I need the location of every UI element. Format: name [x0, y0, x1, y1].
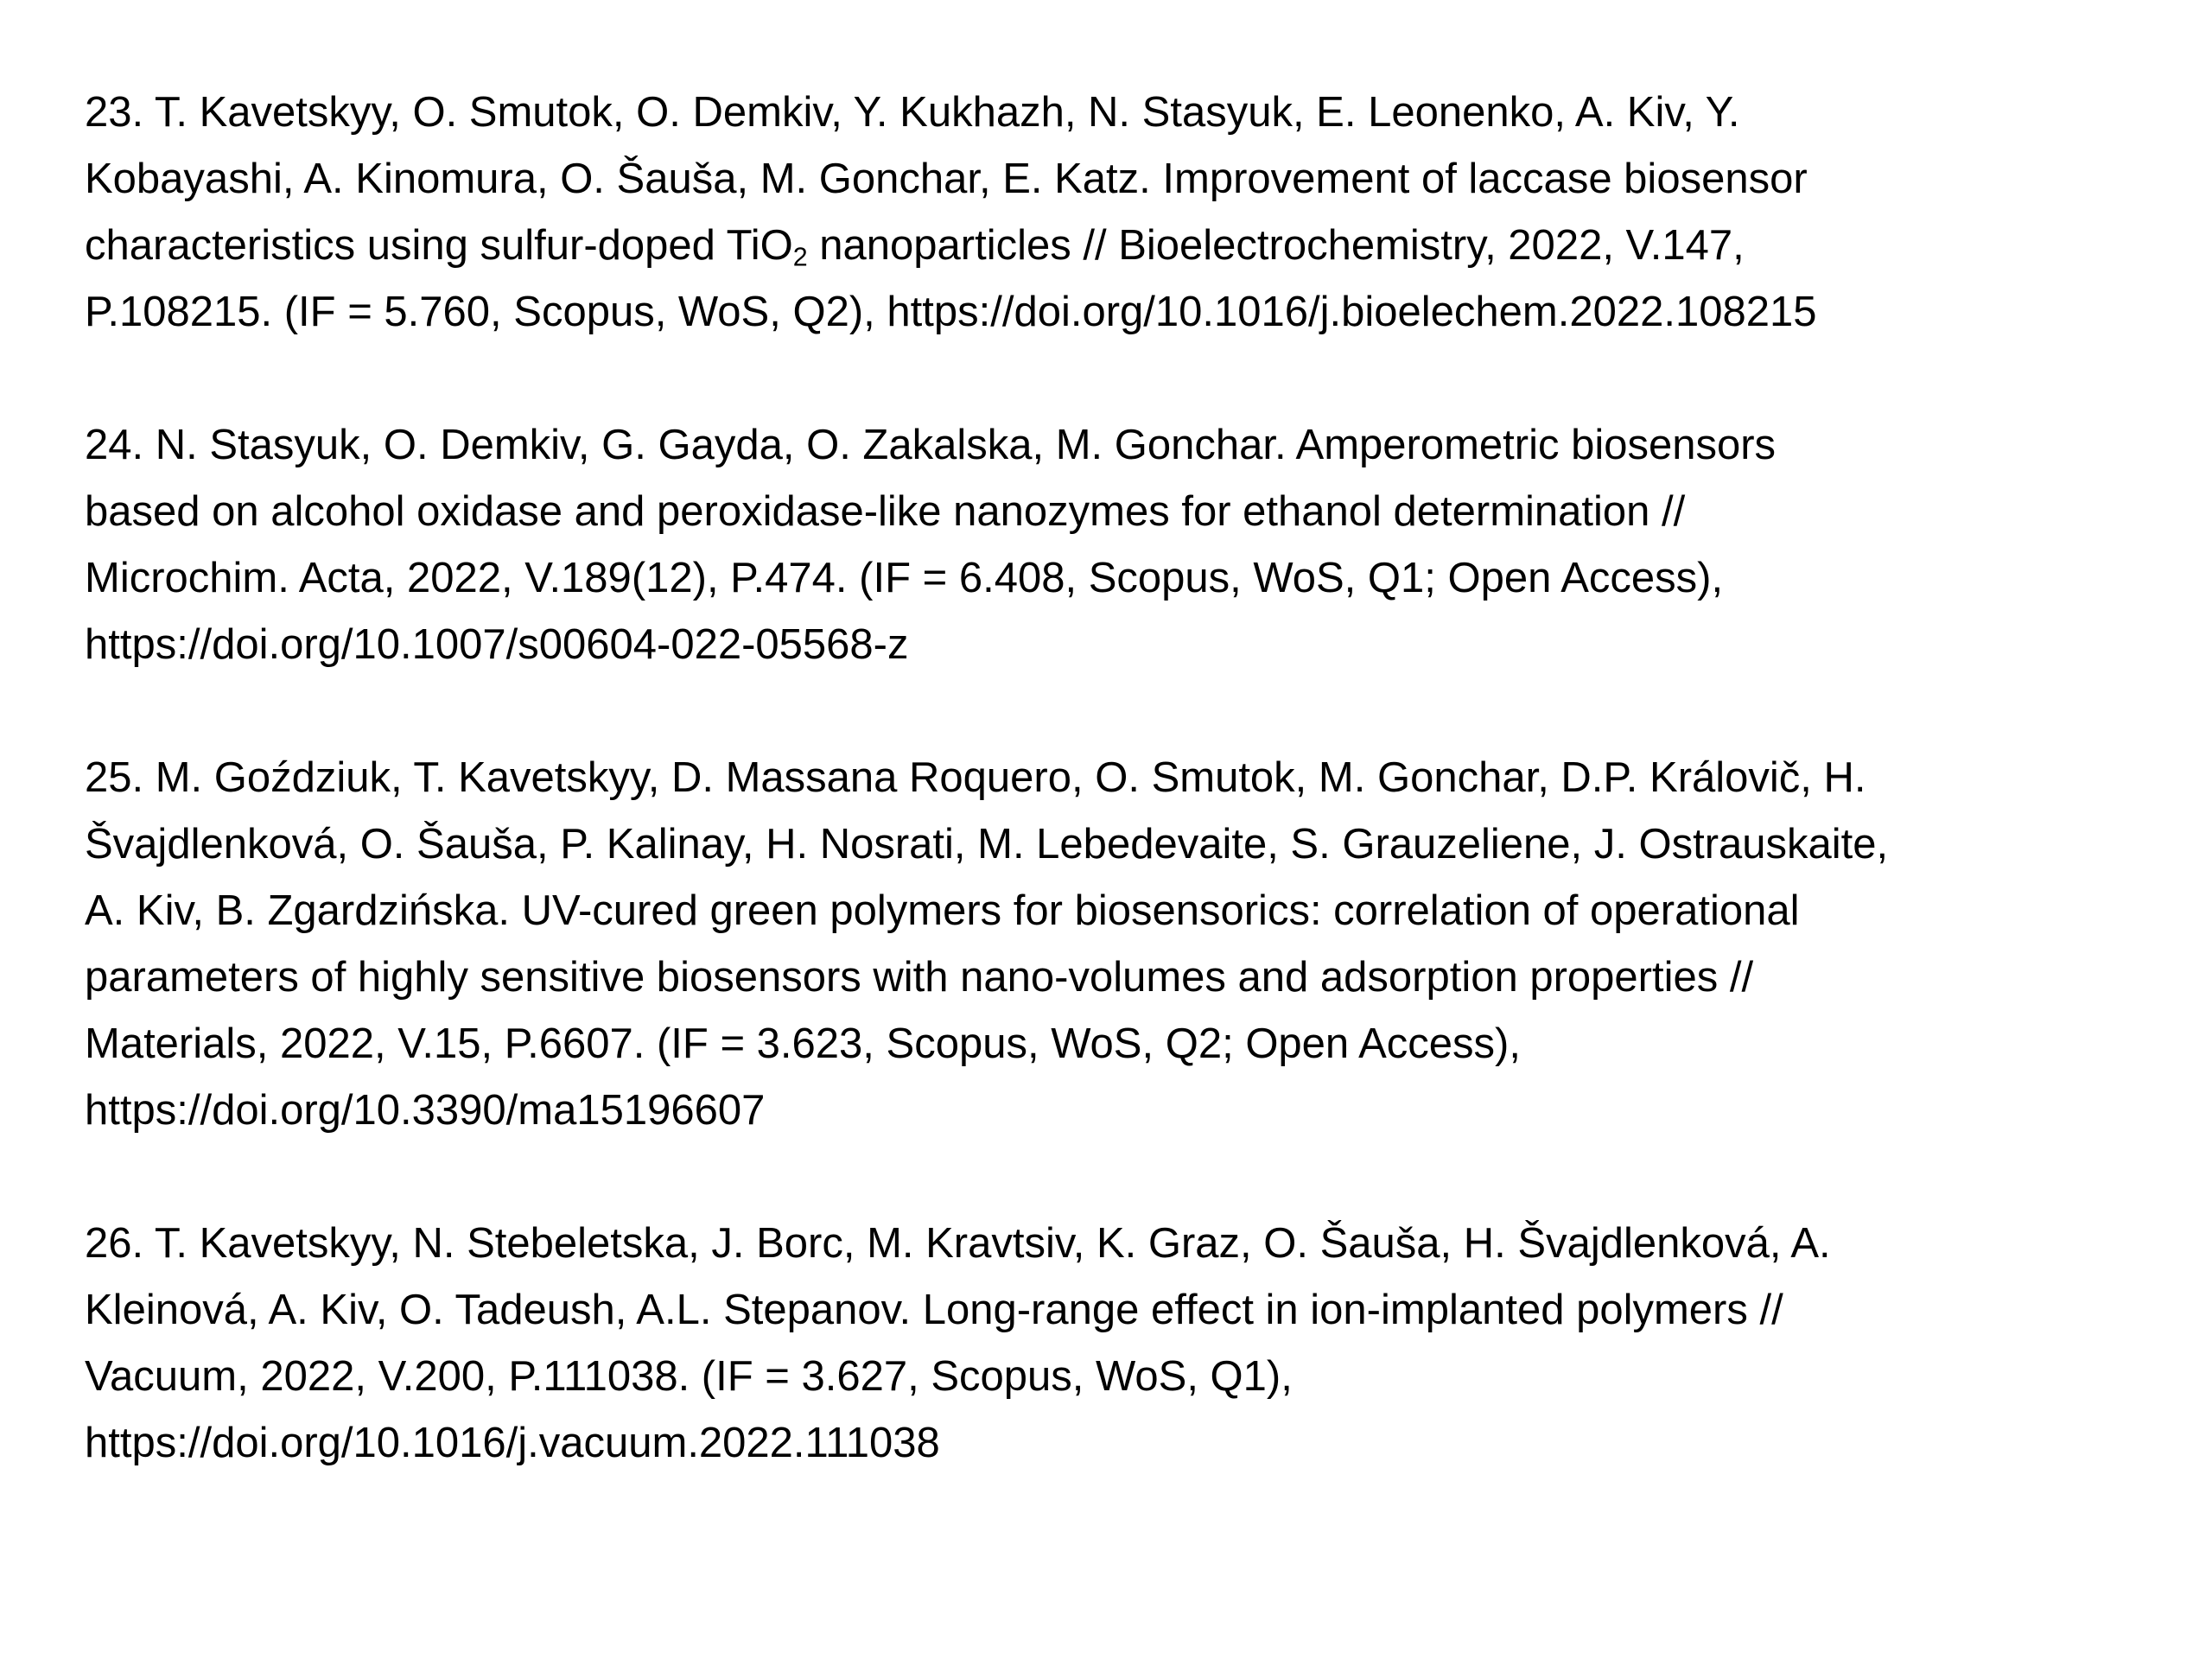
reference-line: https://doi.org/10.1016/j.vacuum.2022.111038 [85, 1420, 940, 1466]
reference-line: Kleinová, A. Kiv, O. Tadeush, A.L. Stepanov. Long-range effect in ion-implanted polymers // [85, 1287, 1783, 1333]
reference-list [85, 79, 2193, 1543]
reference-line: Microchim. Acta, 2022, V.189(12), P.474. (IF = 6.408, Scopus, WoS, Q1; Open Access), [85, 555, 1724, 601]
reference-text: characteristics using sulfur-doped TiO [85, 222, 793, 269]
reference-line: Materials, 2022, V.15, P.6607. (IF = 3.623, Scopus, WoS, Q2; Open Access), [85, 1020, 1521, 1067]
reference-item-24 [85, 412, 2193, 678]
reference-line: parameters of highly sensitive biosensors with nano-volumes and adsorption properties // [85, 954, 1754, 1001]
reference-line: Švajdlenková, O. Šauša, P. Kalinay, H. Nosrati, M. Lebedevaite, S. Grauzeliene, J. Ostrauskaite, [85, 821, 1889, 868]
reference-line [85, 213, 2193, 279]
reference-line: 25. M. Goździuk, T. Kavetskyy, D. Massana Roquero, O. Smutok, M. Gonchar, D.P. Královič, H. [85, 754, 1866, 801]
reference-line: 23. T. Kavetskyy, O. Smutok, O. Demkiv, Y. Kukhazh, N. Stasyuk, E. Leonenko, A. Kiv, Y. [85, 89, 1740, 136]
reference-line: https://doi.org/10.1007/s00604-022-05568-z [85, 621, 909, 668]
reference-line: A. Kiv, B. Zgardzińska. UV-cured green polymers for biosensorics: correlation of operational [85, 887, 1800, 934]
reference-text: nanoparticles // Bioelectrochemistry, 2022, V.147, [807, 222, 1745, 269]
reference-line: https://doi.org/10.3390/ma15196607 [85, 1087, 766, 1134]
reference-line: 24. N. Stasyuk, O. Demkiv, G. Gayda, O. Zakalska, M. Gonchar. Amperometric biosensors [85, 422, 1777, 468]
reference-line: Vacuum, 2022, V.200, P.111038. (IF = 3.627, Scopus, WoS, Q1), [85, 1353, 1293, 1400]
reference-line: based on alcohol oxidase and peroxidase-like nanozymes for ethanol determination // [85, 488, 1686, 535]
subscript: 2 [792, 242, 808, 272]
reference-line: 26. T. Kavetskyy, N. Stebeletska, J. Borc, M. Kravtsiv, K. Graz, O. Šauša, H. Švajdlenková, A. [85, 1220, 1831, 1267]
reference-line: Kobayashi, A. Kinomura, O. Šauša, M. Gonchar, E. Katz. Improvement of laccase biosensor [85, 156, 1808, 202]
reference-item-25 [85, 745, 2193, 1144]
reference-item-26 [85, 1211, 2193, 1477]
reference-line: P.108215. (IF = 5.760, Scopus, WoS, Q2), https://doi.org/10.1016/j.bioelechem.2022.108215 [85, 289, 1817, 335]
reference-item-23 [85, 79, 2193, 346]
